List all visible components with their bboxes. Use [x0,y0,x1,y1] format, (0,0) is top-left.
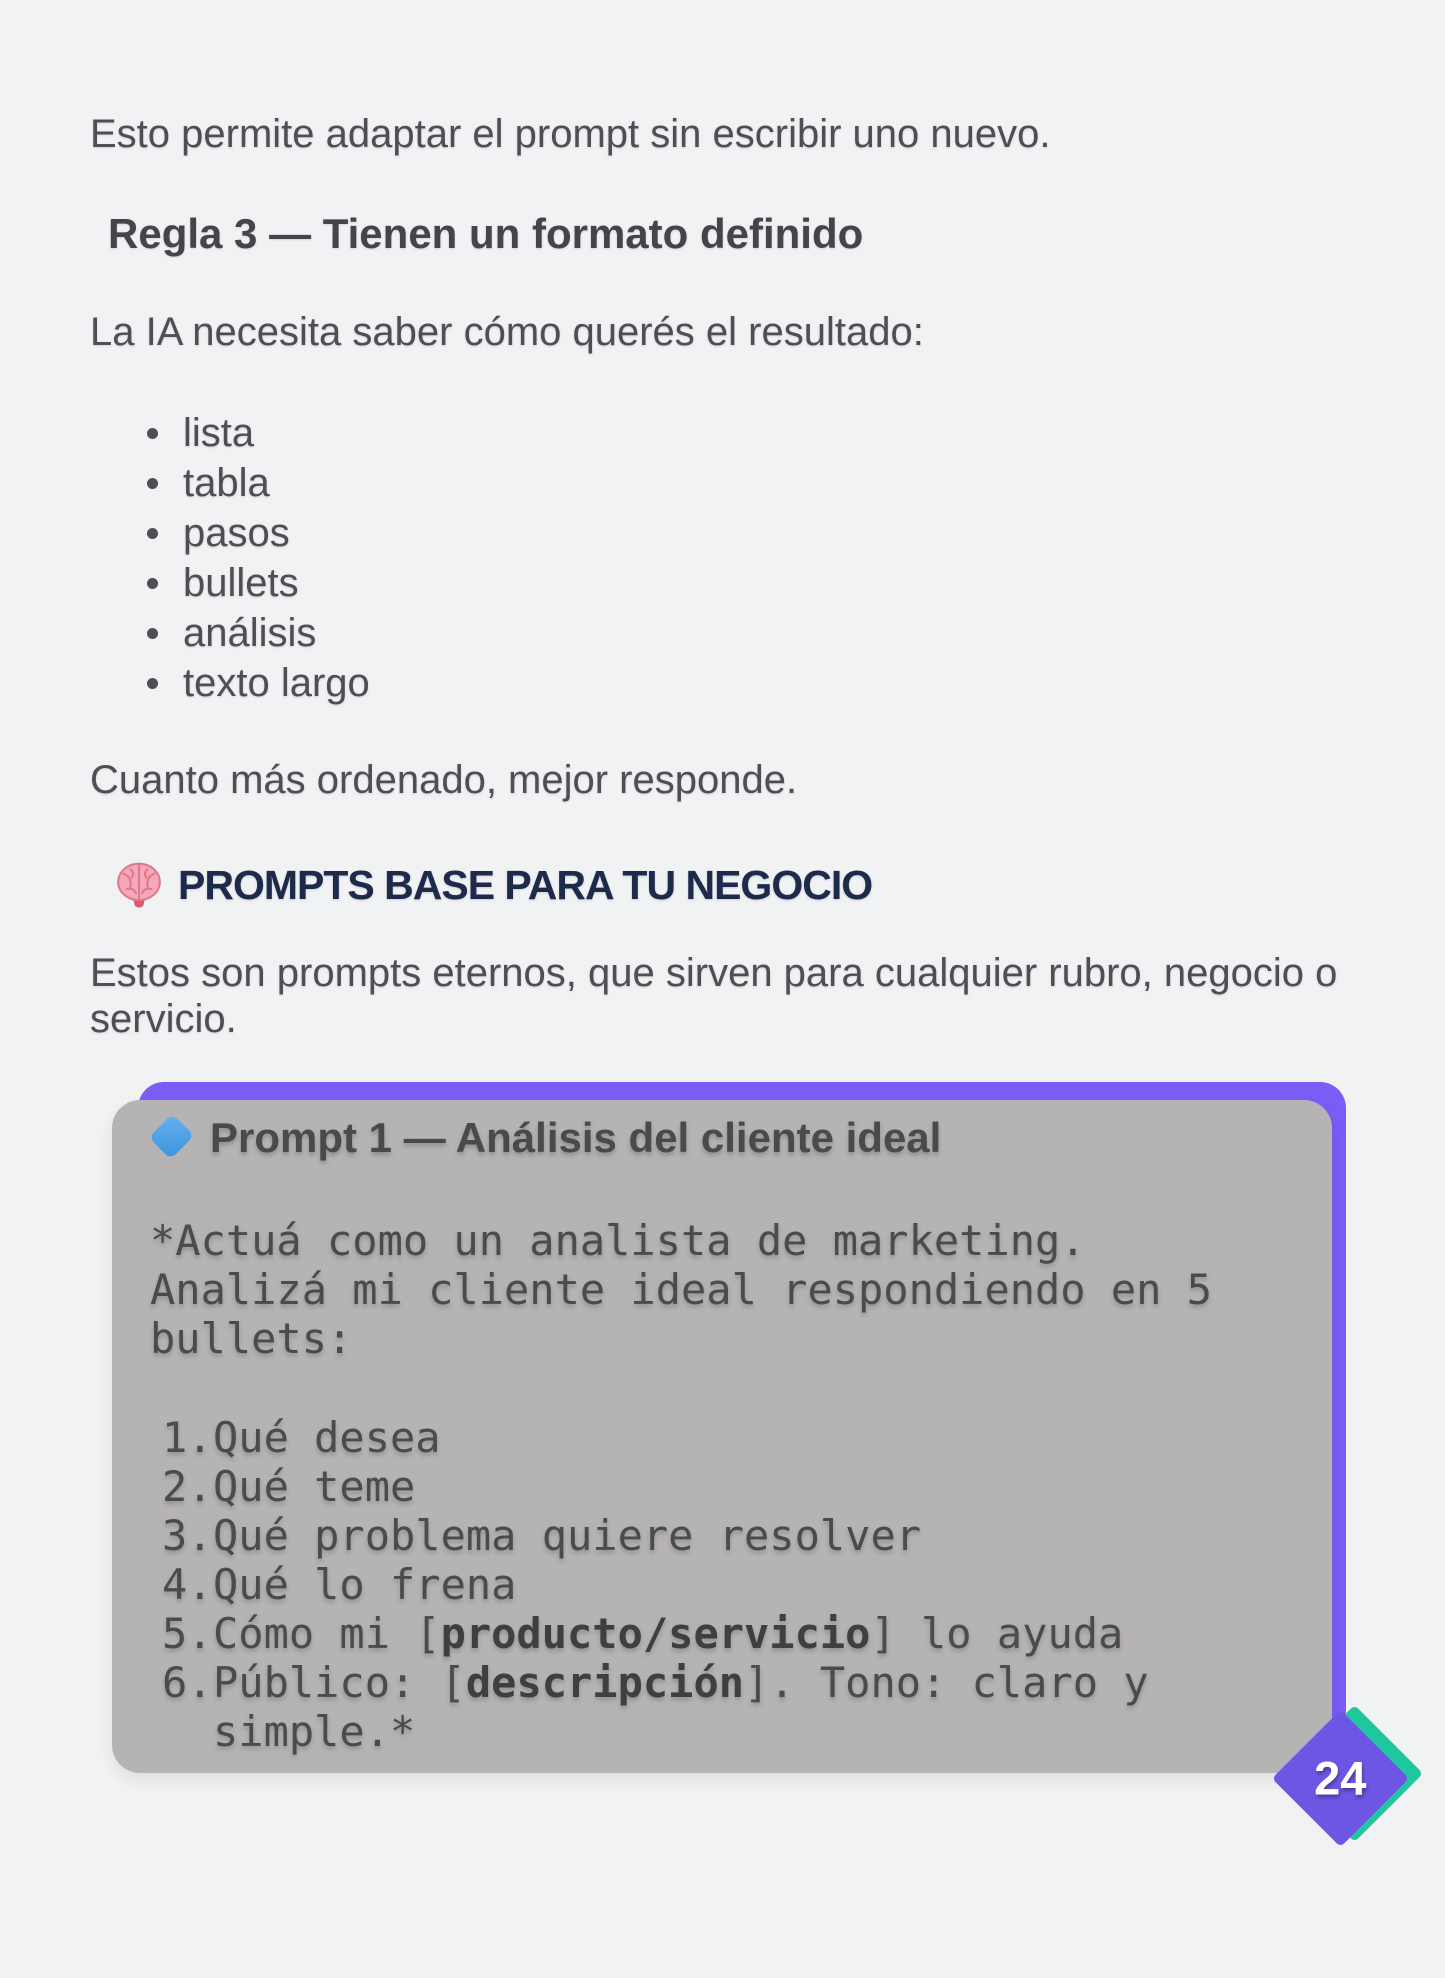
step-text: Qué lo frena [213,1560,517,1609]
prompt-step [162,1462,1294,1511]
format-list [90,408,1355,708]
step-marker: 6. [162,1658,213,1707]
prompt-body-line: Analizá mi cliente ideal respondiendo en 5 [150,1265,1213,1314]
rule-lead-paragraph: La IA necesita saber cómo querés el resultado: [90,310,924,354]
page-number: 24 [1314,1752,1367,1805]
prompt-body-line: bullets: [150,1314,353,1363]
step-marker: 3. [162,1511,213,1560]
closing-paragraph: Cuanto más ordenado, mejor responde. [90,758,798,802]
format-list-item: tabla [90,458,1355,508]
format-list-item: pasos [90,508,1355,558]
prompt-step [162,1609,1294,1658]
step-marker: 1. [162,1413,213,1462]
blue-diamond-icon [150,1116,194,1160]
format-list-item: lista [90,408,1355,458]
brain-icon [114,860,164,910]
prompt-card-area [90,1082,1367,1852]
step-text: Qué teme [213,1462,416,1511]
prompt-step [162,1511,1294,1560]
page-content [0,111,1445,1852]
prompt-steps [150,1413,1294,1756]
prompt-body-line: *Actuá como un analista de marketing. [150,1216,1086,1265]
format-list-item: texto largo [90,658,1355,708]
prompt-step [162,1560,1294,1609]
step-text: Público: [descripción]. Tono: claro y simple.* [213,1658,1149,1756]
prompt-card-title-row [150,1114,1294,1162]
step-marker: 2. [162,1462,213,1511]
prompt-body [150,1216,1294,1363]
step-marker: 5. [162,1609,213,1658]
prompt-card [112,1100,1332,1773]
intro-paragraph: Esto permite adaptar el prompt sin escribir uno nuevo. [90,112,1051,156]
prompt-card-title: Prompt 1 — Análisis del cliente ideal [210,1114,942,1161]
section-heading [90,857,1355,913]
step-text: Qué problema quiere resolver [213,1511,922,1560]
prompt-step [162,1413,1294,1462]
section-title: PROMPTS BASE PARA TU NEGOCIO [178,861,873,908]
format-list-item: análisis [90,608,1355,658]
rule-heading: Regla 3 — Tienen un formato definido [108,210,864,257]
prompt-step [162,1658,1294,1756]
section-subtitle: Estos son prompts eternos, que sirven para cualquier rubro, negocio o servicio. [90,951,1338,1041]
step-marker: 4. [162,1560,213,1609]
page-root [0,111,1445,1978]
step-text: Qué desea [213,1413,441,1462]
format-list-item: bullets [90,558,1355,608]
step-text: Cómo mi [producto/servicio] lo ayuda [213,1609,1124,1658]
